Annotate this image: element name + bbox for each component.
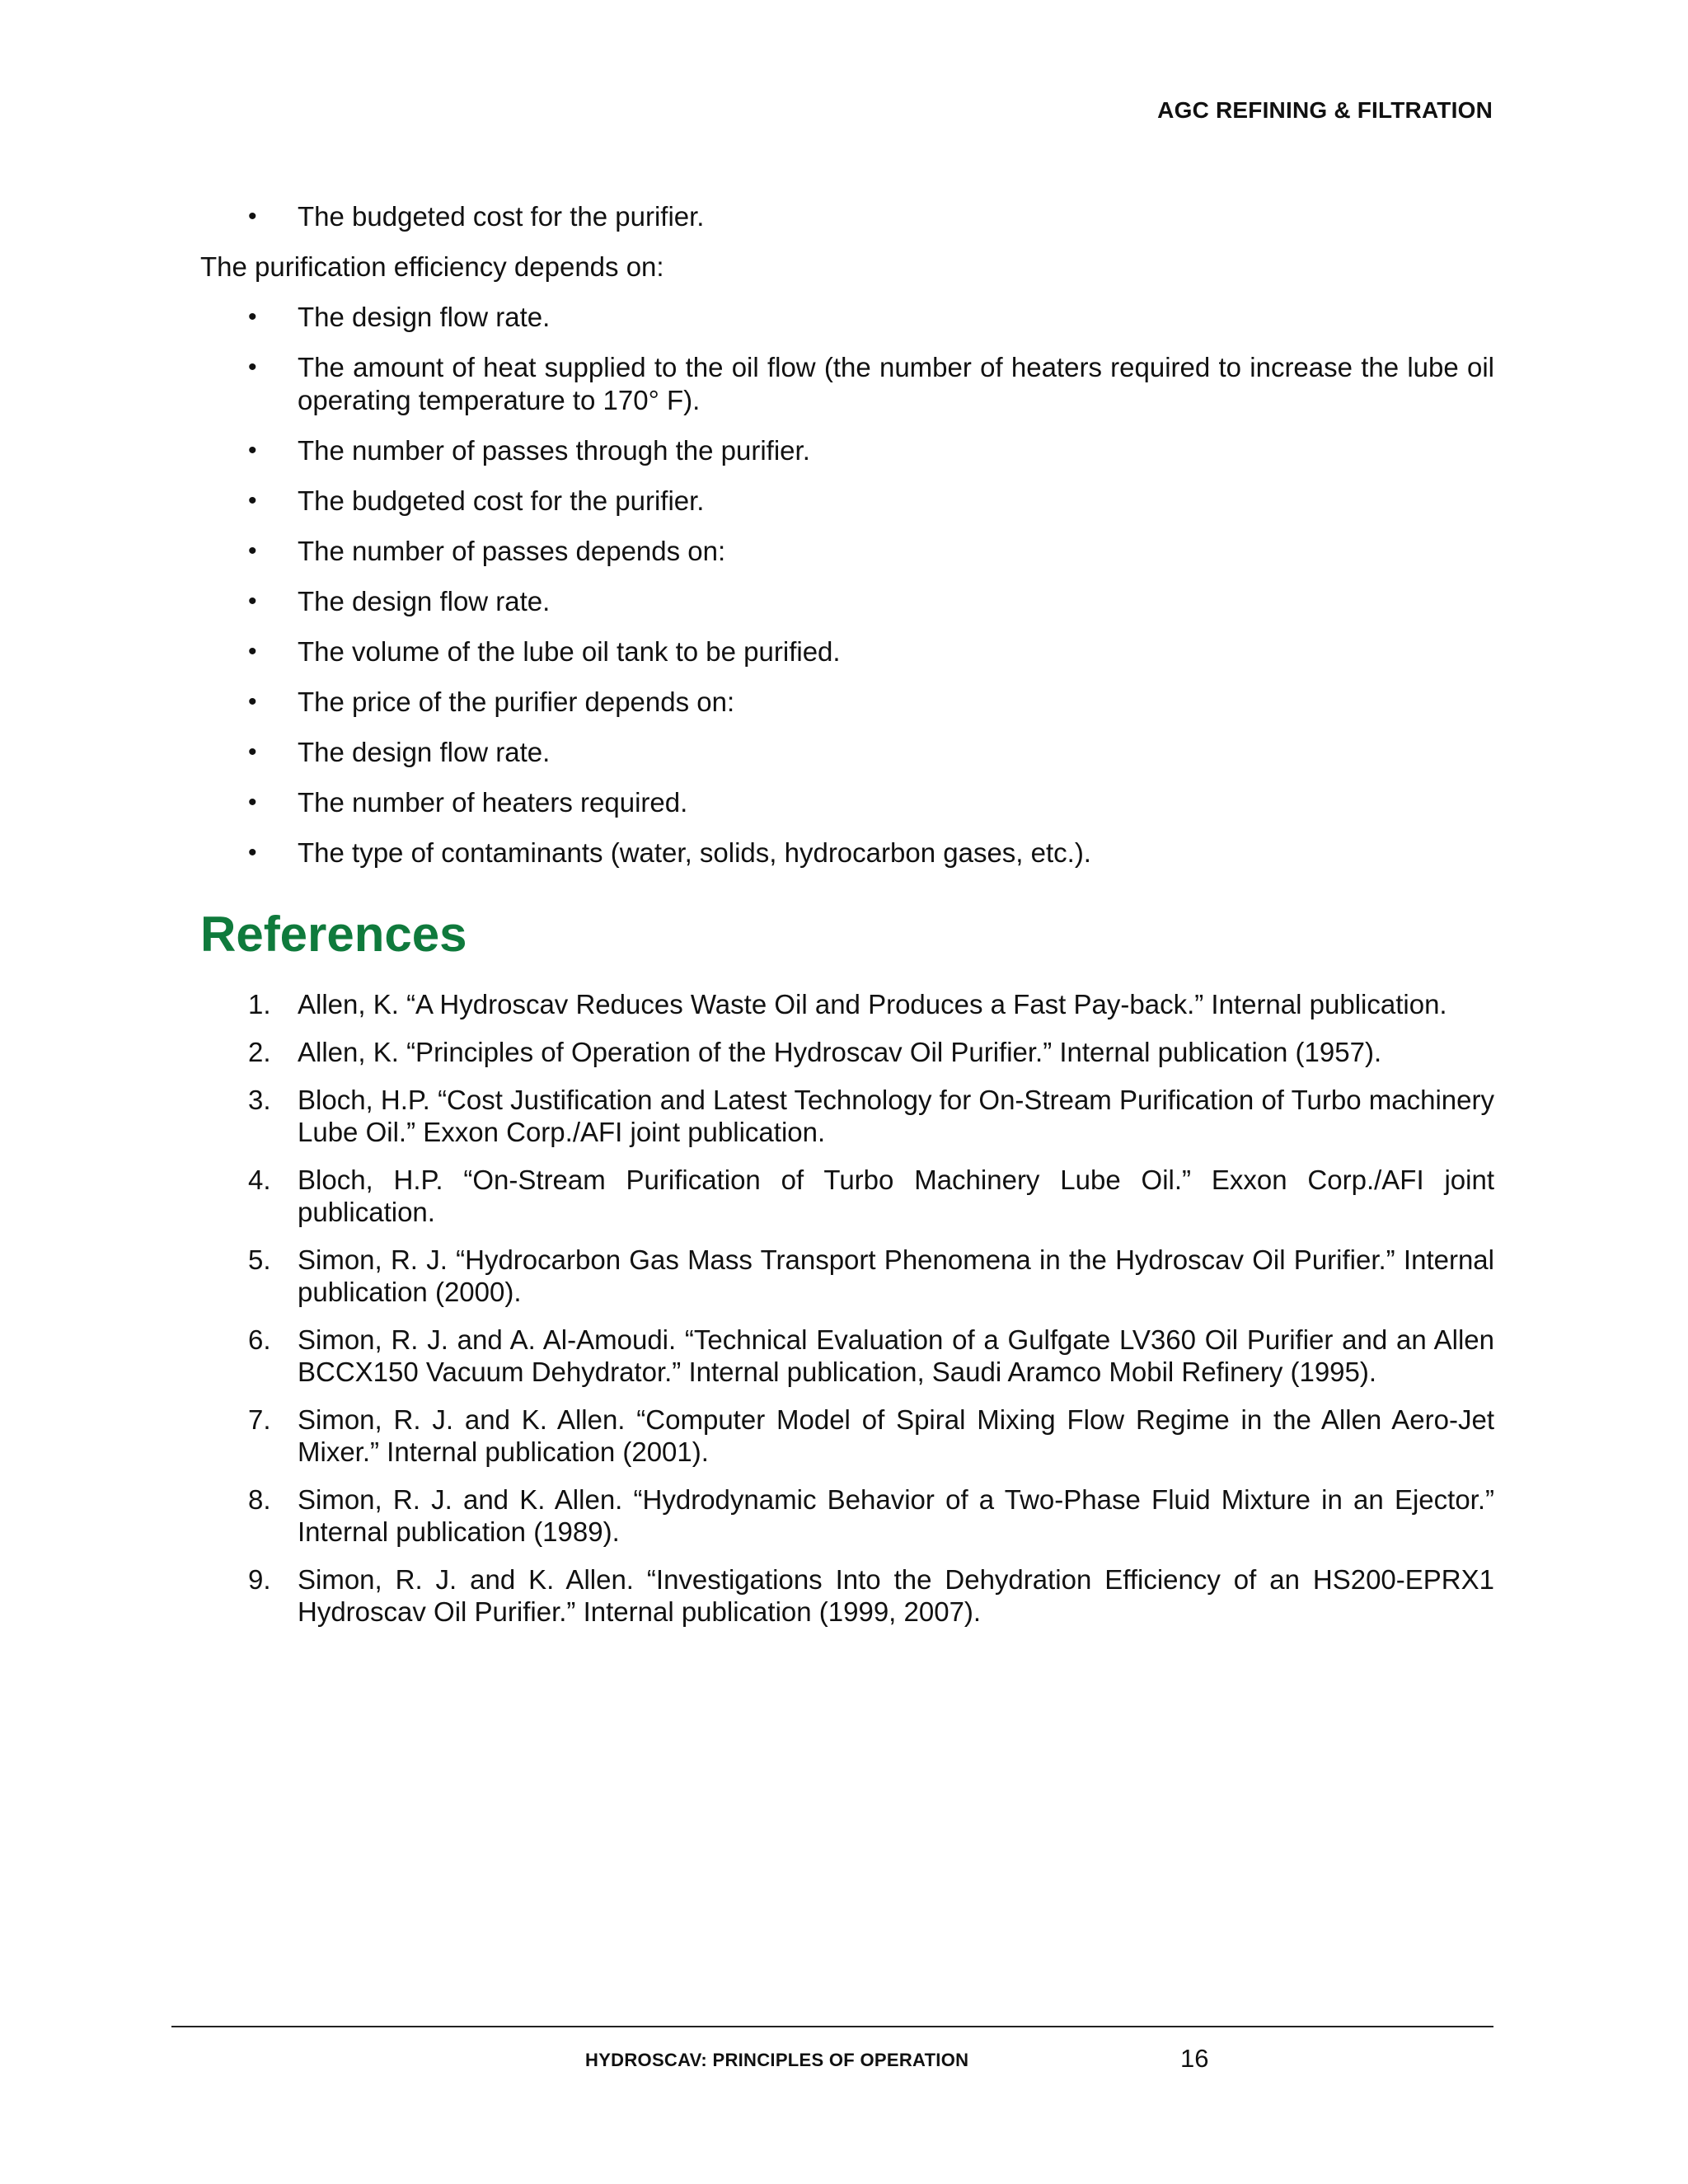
bullet-icon: •	[248, 437, 257, 464]
footer-title: HYDROSCAV: PRINCIPLES OF OPERATION	[585, 2050, 969, 2070]
reference-item: 2. Allen, K. “Principles of Operation of the Hydroscav Oil Purifier.” Internal publication (1957).	[248, 1037, 1382, 1067]
bullet-icon: •	[248, 688, 257, 715]
bullet-icon: •	[248, 203, 257, 230]
reference-number: 8.	[248, 1484, 271, 1515]
bullet-icon: •	[248, 588, 257, 615]
references-heading: References	[200, 907, 467, 962]
list-item: • The number of passes depends on:	[248, 536, 726, 566]
list-item: • The design flow rate.	[248, 586, 551, 616]
bullet-icon: •	[248, 354, 257, 381]
reference-item: 5. Simon, R. J. “Hydrocarbon Gas Mass Transport Phenomena in the Hydroscav Oil Purifier.” Internal publication (2000).	[248, 1244, 1494, 1307]
running-header: AGC REFINING & FILTRATION	[1157, 97, 1493, 123]
reference-number: 4.	[248, 1165, 271, 1195]
reference-number: 2.	[248, 1037, 271, 1067]
intro-bullet-list	[200, 200, 1494, 233]
reference-number: 3.	[248, 1085, 271, 1115]
list-item: • The amount of heat supplied to the oil flow (the number of heaters required to increase the lube oil operating temperature to 170° F).	[248, 352, 1494, 415]
reference-number: 6.	[248, 1324, 271, 1355]
list-item: • The design flow rate.	[248, 737, 551, 767]
list-item: • The price of the purifier depends on:	[248, 687, 735, 717]
reference-number: 5.	[248, 1244, 271, 1275]
reference-number: 1.	[248, 989, 271, 1019]
reference-number: 9.	[248, 1564, 271, 1595]
list-item: • The type of contaminants (water, solids, hydrocarbon gases, etc.).	[248, 837, 1091, 868]
reference-item: 9. Simon, R. J. and K. Allen. “Investigations Into the Dehydration Efficiency of an HS200-EPRX1 Hydroscav Oil Purifier.” Internal publication (1999, 2007).	[248, 1564, 1494, 1627]
efficiency-bullet-list	[200, 301, 1494, 869]
reference-number: 7.	[248, 1404, 271, 1435]
bullet-icon: •	[248, 839, 257, 866]
reference-item: 3. Bloch, H.P. “Cost Justification and Latest Technology for On-Stream Purification of Turbo machinery Lube Oil.” Exxon Corp./AFI joint publication.	[248, 1085, 1494, 1147]
reference-item: 6. Simon, R. J. and A. Al-Amoudi. “Technical Evaluation of a Gulfgate LV360 Oil Purifier and an Allen BCCX150 Vacuum Dehydrator.” Internal publication, Saudi Aramco Mobil Refinery (1995).	[248, 1324, 1494, 1387]
footer-divider	[171, 2026, 1493, 2027]
list-item: • The design flow rate.	[248, 302, 551, 332]
bullet-icon: •	[248, 487, 257, 514]
bullet-icon: •	[248, 537, 257, 565]
list-item: • The budgeted cost for the purifier.	[248, 201, 705, 232]
reference-item: 4. Bloch, H.P. “On-Stream Purification of Turbo Machinery Lube Oil.” Exxon Corp./AFI joint publication.	[248, 1165, 1494, 1227]
list-item: • The number of passes through the purifier.	[248, 435, 810, 466]
bullet-icon: •	[248, 738, 257, 766]
bullet-icon: •	[248, 303, 257, 330]
bullet-icon: •	[248, 789, 257, 816]
references-list	[200, 988, 1494, 1628]
page-content	[200, 200, 1494, 1643]
list-item: • The number of heaters required.	[248, 787, 688, 818]
reference-item: 7. Simon, R. J. and K. Allen. “Computer Model of Spiral Mixing Flow Regime in the Allen Aero-Jet Mixer.” Internal publication (2001).	[248, 1404, 1494, 1467]
reference-item: 1. Allen, K. “A Hydroscav Reduces Waste Oil and Produces a Fast Pay-back.” Internal publication.	[248, 989, 1447, 1019]
reference-item: 8. Simon, R. J. and K. Allen. “Hydrodynamic Behavior of a Two-Phase Fluid Mixture in an Ejector.” Internal publication (1989).	[248, 1484, 1494, 1547]
page-number: 16	[1180, 2044, 1209, 2073]
list-item: • The volume of the lube oil tank to be purified.	[248, 636, 841, 667]
efficiency-intro: The purification efficiency depends on:	[200, 251, 664, 282]
list-item: • The budgeted cost for the purifier.	[248, 485, 705, 516]
bullet-icon: •	[248, 638, 257, 665]
